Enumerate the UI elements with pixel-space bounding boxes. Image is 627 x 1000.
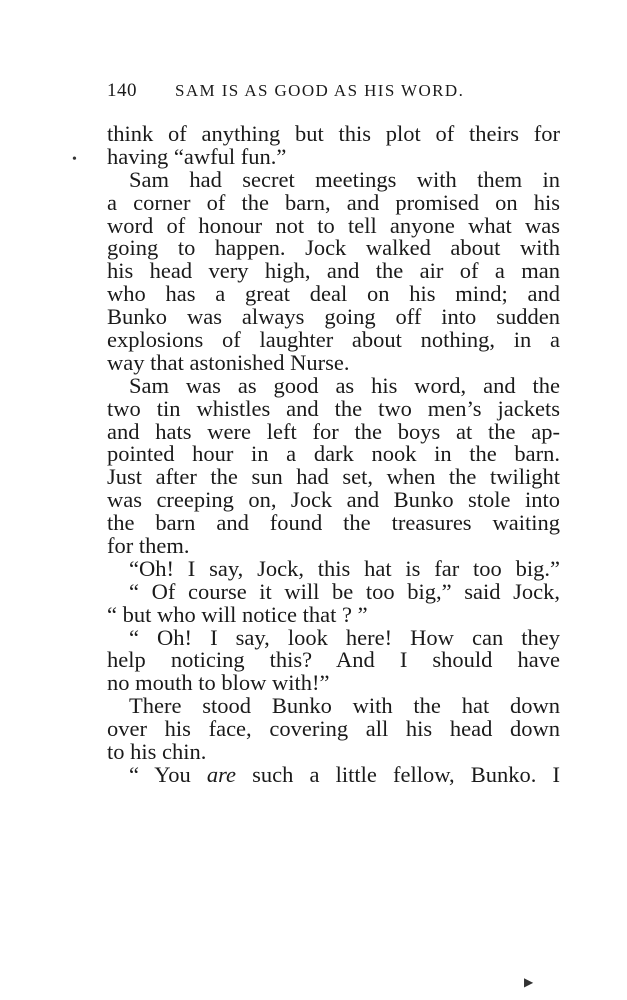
- margin-dot-mark: •: [72, 152, 77, 167]
- text-line: “ but who will notice that ? ”: [107, 601, 368, 627]
- text-line: explosions of laughter about nothing, in a: [107, 327, 560, 353]
- text-line: word of honour not to tell anyone what was: [107, 212, 560, 238]
- text-line: to his chin.: [107, 739, 207, 765]
- text-line: “ You are such a little fellow, Bunko. I: [129, 761, 560, 787]
- emphasis-text: are: [206, 761, 237, 787]
- text-line: no mouth to blow with!”: [107, 670, 330, 696]
- text-line: “ Of course it will be too big,” said Jock,: [129, 578, 560, 604]
- text-line: who has a great deal on his mind; and: [107, 281, 560, 307]
- text-line: his head very high, and the air of a man: [107, 258, 560, 284]
- text-line: way that astonished Nurse.: [107, 349, 350, 375]
- text-line: for them.: [107, 533, 190, 559]
- text-line: pointed hour in a dark nook in the barn.: [107, 441, 560, 467]
- text-line: having “awful fun.”: [107, 143, 287, 169]
- running-title: SAM IS AS GOOD AS HIS WORD.: [175, 81, 465, 100]
- text-line: think of anything but this plot of theirs for: [107, 121, 560, 146]
- bottom-ink-mark: ▶: [524, 975, 534, 989]
- text-line: going to happen. Jock walked about with: [107, 235, 560, 261]
- text-line: two tin whistles and the two men’s jackets: [107, 395, 560, 421]
- text-line: Sam was as good as his word, and the: [129, 372, 560, 398]
- text-line: Bunko was always going off into sudden: [107, 304, 560, 330]
- text-line: help noticing this? And I should have: [107, 647, 560, 673]
- text-line: Sam had secret meetings with them in: [129, 166, 560, 192]
- text-line: Just after the sun had set, when the twilight: [107, 464, 560, 490]
- body-text: [107, 123, 560, 787]
- text-line: a corner of the barn, and promised on his: [107, 189, 560, 215]
- text-line: the barn and found the treasures waiting: [107, 510, 560, 536]
- text-line: and hats were left for the boys at the ap-: [107, 418, 560, 444]
- running-header: [107, 80, 562, 104]
- text-line: “Oh! I say, Jock, this hat is far too big.”: [129, 555, 560, 581]
- text-line: was creeping on, Jock and Bunko stole into: [107, 487, 560, 513]
- text-line: There stood Bunko with the hat down: [129, 693, 560, 719]
- page-number: 140: [107, 80, 137, 101]
- text-line: over his face, covering all his head down: [107, 716, 560, 742]
- text-line: “ Oh! I say, look here! How can they: [129, 624, 560, 650]
